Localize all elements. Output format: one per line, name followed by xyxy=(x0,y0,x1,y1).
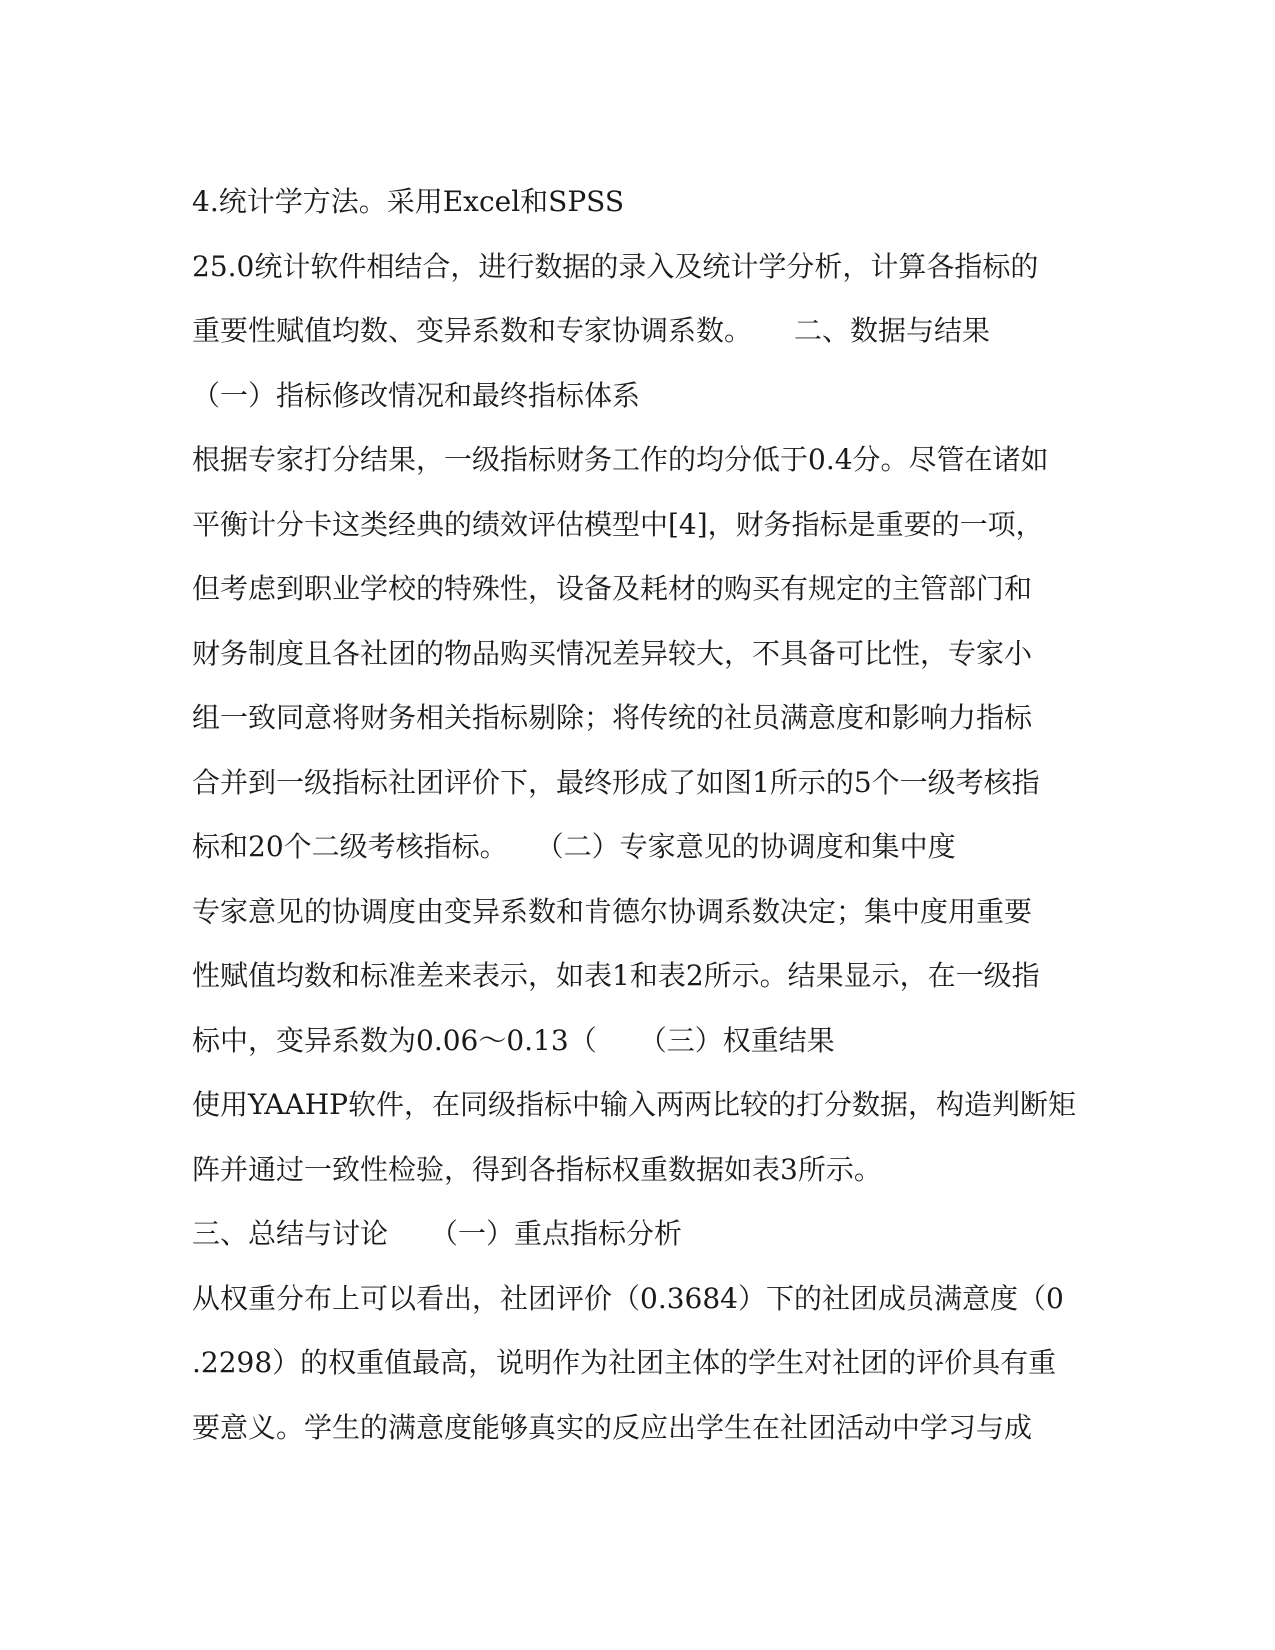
text-line: 组一致同意将财务相关指标剔除；将传统的社员满意度和影响力指标 xyxy=(192,701,1033,734)
text-line: .2298）的权重值最高，说明作为社团主体的学生对社团的评价具有重 xyxy=(192,1346,1057,1379)
text-line: 标中，变异系数为0.06～0.13（ （三）权重结果 xyxy=(192,1023,835,1057)
text-line: 阵并通过一致性检验，得到各指标权重数据如表3所示。 xyxy=(192,1152,882,1186)
text-line: 平衡计分卡这类经典的绩效评估模型中[4]，财务指标是重要的一项， xyxy=(192,507,1044,541)
text-line: 25.0统计软件相结合，进行数据的录入及统计学分析，计算各指标的 xyxy=(192,249,1039,283)
text-line: 财务制度且各社团的物品购买情况差异较大，不具备可比性，专家小 xyxy=(192,636,1033,670)
text-line: 性赋值均数和标准差来表示，如表1和表2所示。结果显示，在一级指 xyxy=(192,959,1040,992)
text-line: 重要性赋值均数、变异系数和专家协调系数。 二、数据与结果 xyxy=(192,314,991,347)
text-line: 使用YAAHP软件，在同级指标中输入两两比较的打分数据，构造判断矩 xyxy=(192,1088,1077,1121)
text-line: 标和20个二级考核指标。 （二）专家意见的协调度和集中度 xyxy=(192,830,956,863)
text-line: 从权重分布上可以看出，社团评价（0.3684）下的社团成员满意度（0 xyxy=(192,1281,1064,1315)
text-line: 根据专家打分结果，一级指标财务工作的均分低于0.4分。尽管在诸如 xyxy=(192,443,1049,476)
text-line: 专家意见的协调度由变异系数和肯德尔协调系数决定；集中度用重要 xyxy=(192,894,1033,928)
text-line: 4.统计学方法。采用Excel和SPSS xyxy=(192,185,625,218)
text-line: 要意义。学生的满意度能够真实的反应出学生在社团活动中学习与成 xyxy=(192,1410,1033,1444)
text-line: 合并到一级指标社团评价下，最终形成了如图1所示的5个一级考核指 xyxy=(192,765,1040,799)
text-line: （一）指标修改情况和最终指标体系 xyxy=(192,378,641,412)
text-line: 三、总结与讨论 （一）重点指标分析 xyxy=(192,1217,683,1250)
body-text xyxy=(192,170,1092,1460)
text-line: 但考虑到职业学校的特殊性，设备及耗材的购买有规定的主管部门和 xyxy=(192,572,1033,605)
